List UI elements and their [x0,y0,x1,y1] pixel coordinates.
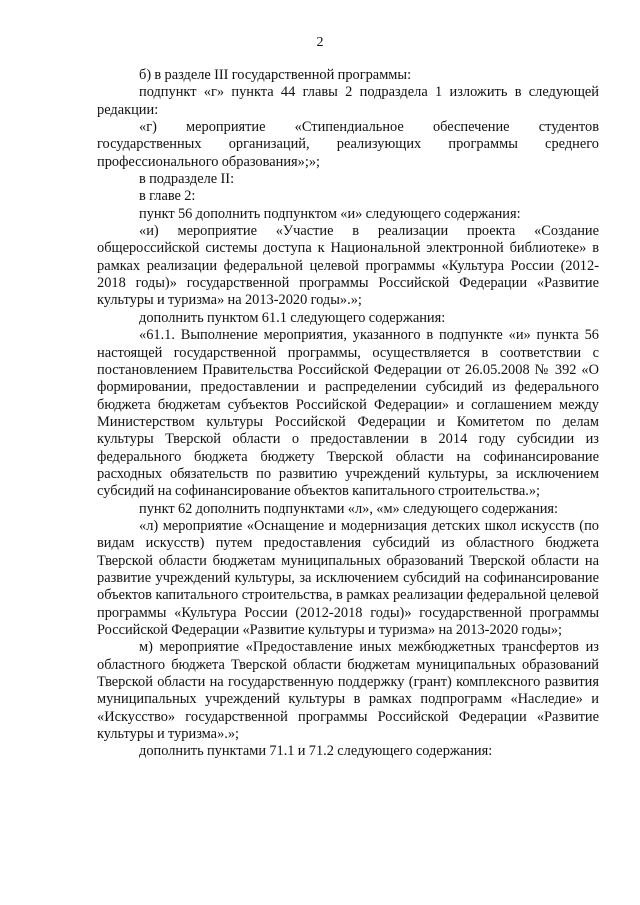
paragraph-subitem-g-text: «г) мероприятие «Стипендиальное обеспечение студентов государственных организаций, реализующих программы среднего профессионального образования»;»; [97,119,599,170]
paragraph-item-56-instruction: пункт 56 дополнить подпунктом «и» следующего содержания: [139,205,521,222]
paragraph-section-3-heading: б) в разделе III государственной программы: [139,67,412,83]
paragraph-subitem-l-text: «л) мероприятие «Оснащение и модернизация детских школ искусств (по видам искусств) путем предоставления субсидий из областного бюджета Тверской области бюджетам муниципальных образований Тверской области на развитие учреждений культуры, за исключением субсидий на софинансирование объектов капитального строительства, в рамках реализации федеральной целевой программы «Культура России (2012-2018 годы)» государственной программы Российской Федерации «Развитие культуры и туризма» на 2013-2020 годы»; [97,517,599,638]
paragraph-subsection-2: в подразделе II: [139,171,235,188]
paragraph-subitem-i-text: «и) мероприятие «Участие в реализации проекта «Создание общероссийской системы доступа к Национальной электронной библиотеке» в рамках реализации федеральной целевой программы «Культура России (2012-2018 годы)» государственной программы Российской Федерации «Развитие культуры и туризма» на 2013-2020 годы».»; [97,223,599,309]
paragraph-item-61-1-instruction: дополнить пунктом 61.1 следующего содержания: [139,309,446,326]
paragraph-chapter-2: в главе 2: [139,188,196,205]
paragraph-subitem-m-text: м) мероприятие «Предоставление иных межбюджетных трансфертов из областного бюджета Тверской области бюджетам муниципальных образований Тверской области на государственную поддержку (грант) комплексного развития муниципальных учреждений культуры в рамках подпрограмм «Наследие» и «Искусство» государственной программы Российской Федерации «Развитие культуры и туризма».»; [97,639,599,743]
paragraph-items-71-instruction: дополнить пунктами 71.1 и 71.2 следующего содержания: [139,743,493,760]
document-body [97,67,599,761]
page-number: 2 [316,35,324,50]
paragraph-item-62-instruction: пункт 62 дополнить подпунктами «л», «м» следующего содержания: [139,500,559,517]
paragraph-item-61-1-text: «61.1. Выполнение мероприятия, указанного в подпункте «и» пункта 56 настоящей государственной программы, осуществляется в соответствии с постановлением Правительства Российской Федерации от 26.05.2008 № 392 «О формировании, предоставлении и распределении субсидий из федерального бюджета бюджетам субъектов Российской Федерации» и соглашением между Министерством культуры Российской Федерации и Комитетом по делам культуры Тверской области о предоставлении в 2014 году субсидии из федерального бюджета бюджету Тверской области на софинансирование расходных обязательств по развитию учреждений культуры, за исключением субсидий на софинансирование объектов капитального строительства.»; [97,327,599,500]
paragraph-subitem-g-instruction: подпункт «г» пункта 44 главы 2 подраздела 1 изложить в следующей редакции: [97,84,599,118]
